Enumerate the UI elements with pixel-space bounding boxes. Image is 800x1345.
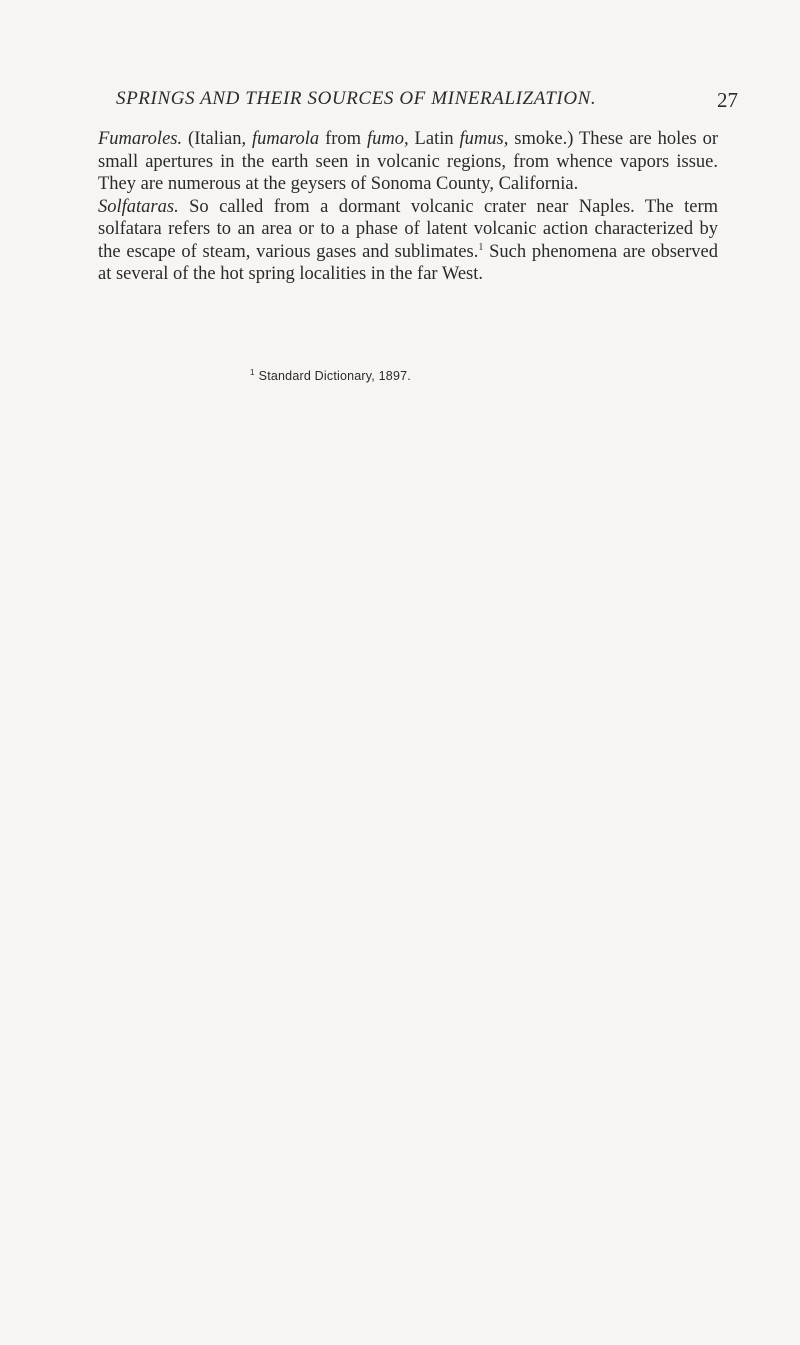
entry-text: Latin xyxy=(408,129,460,149)
entry-text: So called from a dormant volcanic crater near Naples. The term solfatara refers to an area or to a phase of latent volcanic action characterized by the escape of steam, various gases and sublimates. xyxy=(98,196,718,262)
entry-term: Solfataras. xyxy=(98,196,179,217)
footnote-reference: 1 xyxy=(478,241,484,253)
italic-word: fumo, xyxy=(367,129,409,149)
entry-text: (Italian, xyxy=(182,129,253,149)
running-head xyxy=(116,88,738,118)
entry-text: smoke.) These are holes or small apertures in the earth seen in volcanic regions, from whence vapors issue. They are numerous at the geysers of Sonoma County, California. xyxy=(98,129,718,194)
page-number: 27 xyxy=(717,88,738,112)
italic-word: fumarola xyxy=(252,129,320,149)
footnote-mark: 1 xyxy=(250,367,255,377)
entry-text: Such phenomena are observed at several of the hot spring localities in the far West. xyxy=(98,241,718,284)
entry-solfataras xyxy=(98,196,718,286)
body-text xyxy=(98,128,718,286)
running-title: SPRINGS AND THEIR SOURCES OF MINERALIZATION. xyxy=(116,88,597,109)
italic-word: fumus, xyxy=(459,129,509,149)
entry-term: Fumaroles. xyxy=(98,129,183,149)
footnote-text: Standard Dictionary, 1897. xyxy=(258,369,411,383)
footnote xyxy=(250,369,411,383)
entry-fumaroles xyxy=(98,128,718,196)
entry-text: from xyxy=(319,129,367,149)
